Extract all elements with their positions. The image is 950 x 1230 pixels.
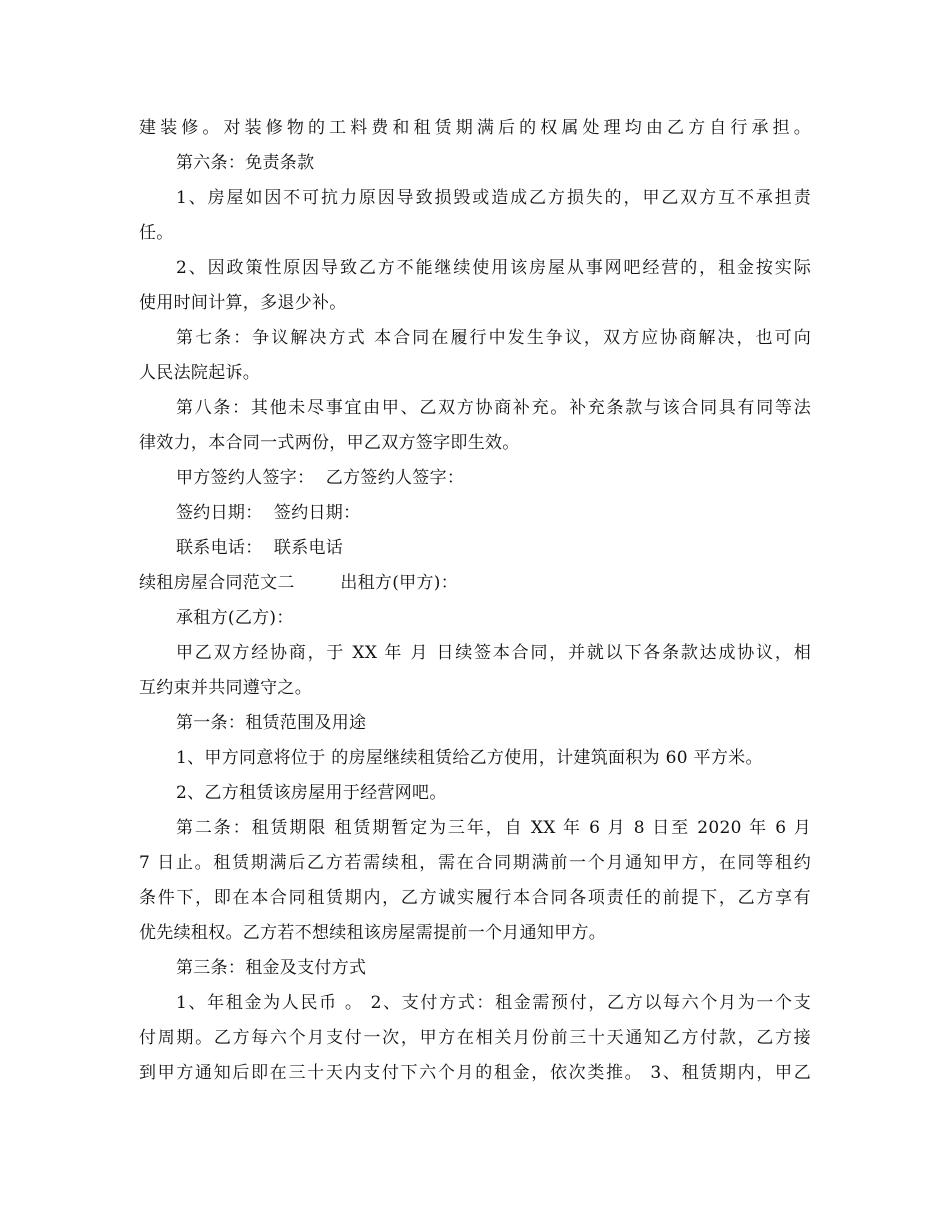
- body-text-line: 付周期。乙方每六个月支付一次，甲方在相关月份前三十天通知乙方付款，乙方接: [139, 1028, 811, 1048]
- contract-title-line: 续租房屋合同范文二 出租方(甲方)：: [139, 573, 458, 593]
- section-heading: 第八条：其他未尽事宜由甲、乙双方协商补充。补充条款与该合同具有同等法: [176, 398, 811, 418]
- body-text-line: 7 日止。租赁期满后乙方若需续租，需在合同期满前一个月通知甲方，在同等租约: [139, 853, 811, 873]
- body-text-line: 互约束并共同遵守之。: [139, 678, 312, 698]
- section-heading: 第七条：争议解决方式 本合同在履行中发生争议，双方应协商解决，也可向: [176, 328, 811, 348]
- body-text-line: 1、年租金为人民币 。 2、支付方式：租金需预付，乙方以每六个月为一个支: [176, 993, 811, 1013]
- section-heading: 第二条：租赁期限 租赁期暂定为三年，自 XX 年 6 月 8 日至 2020 年 6 月: [176, 818, 811, 838]
- body-text-line: 优先续租权。乙方若不想续租该房屋需提前一个月通知甲方。: [139, 923, 607, 943]
- body-text-line: 律效力，本合同一式两份，甲乙双方签字即生效。: [139, 433, 520, 453]
- body-text-line: 建装修。对装修物的工料费和租赁期满后的权属处理均由乙方自行承担。: [139, 118, 811, 138]
- body-text-line: 使用时间计算，多退少补。: [139, 293, 347, 313]
- body-text-line: 到甲方通知后即在三十天内支付下六个月的租金，依次类推。 3、租赁期内，甲乙: [139, 1063, 811, 1083]
- body-text-line: 任。: [139, 223, 174, 243]
- tenant-line: 承租方(乙方)：: [176, 608, 294, 628]
- body-text-line: 2、乙方租赁该房屋用于经营网吧。: [176, 783, 447, 803]
- body-text-line: 人民法院起诉。: [139, 363, 261, 383]
- contact-phone-line: 联系电话： 联系电话: [176, 538, 344, 558]
- section-heading: 第一条：租赁范围及用途: [176, 713, 367, 733]
- signing-date-line: 签约日期： 签约日期：: [176, 503, 361, 523]
- body-text-line: 甲乙双方经协商，于 XX 年 月 日续签本合同，并就以下各条款达成协议，相: [176, 643, 811, 663]
- signature-line: 甲方签约人签字： 乙方签约人签字：: [176, 468, 465, 488]
- body-text-line: 1、甲方同意将位于 的房屋继续租赁给乙方使用，计建筑面积为 60 平方米。: [176, 748, 763, 768]
- body-text-line: 2、因政策性原因导致乙方不能继续使用该房屋从事网吧经营的，租金按实际: [176, 258, 811, 278]
- body-text-line: 1、房屋如因不可抗力原因导致损毁或造成乙方损失的，甲乙双方互不承担责: [176, 188, 811, 208]
- body-text-line: 条件下，即在本合同租赁期内，乙方诚实履行本合同各项责任的前提下，乙方享有: [139, 888, 811, 908]
- section-heading: 第三条：租金及支付方式: [176, 958, 367, 978]
- section-heading: 第六条：免责条款: [176, 153, 315, 173]
